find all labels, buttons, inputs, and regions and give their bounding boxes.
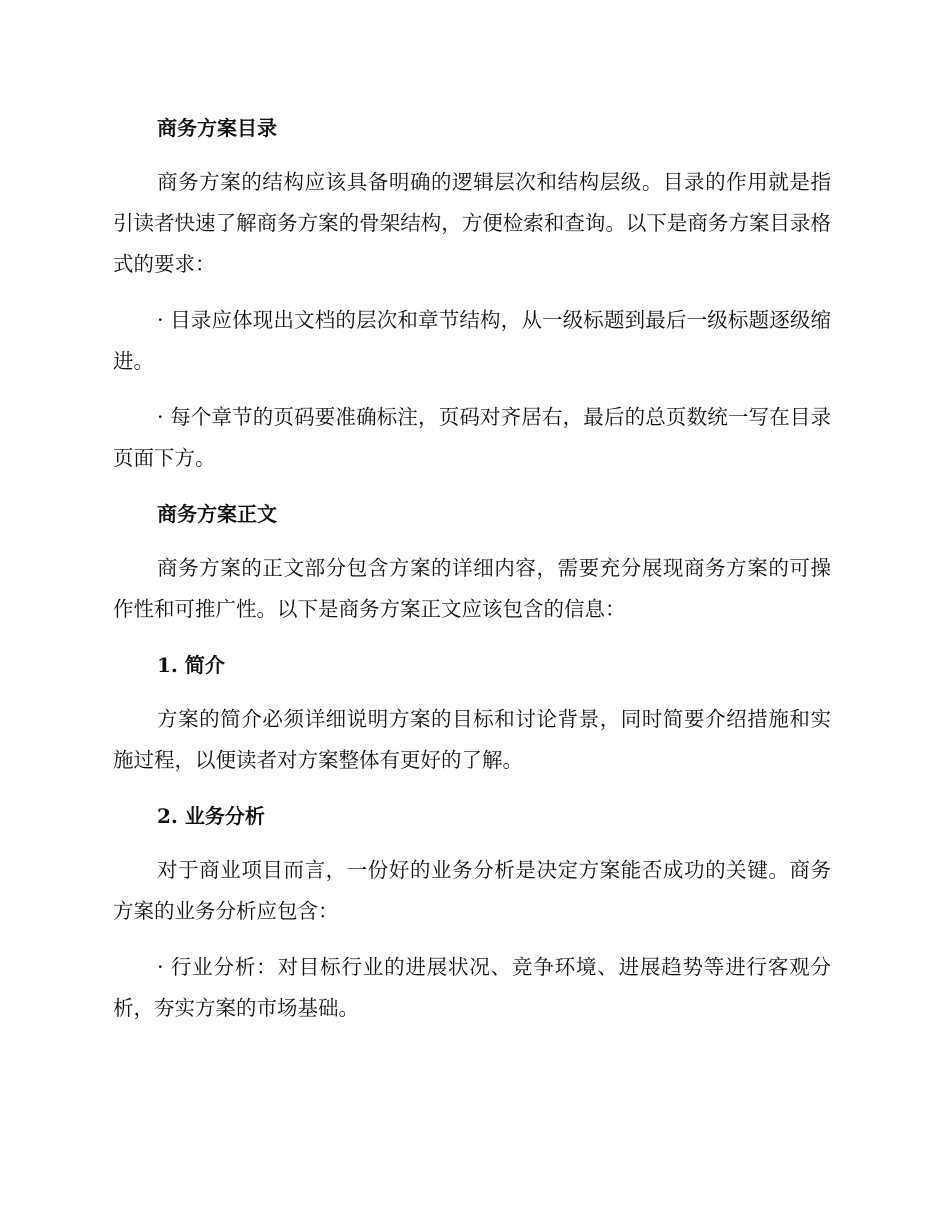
paragraph-business-analysis: 对于商业项目而言，一份好的业务分析是决定方案能否成功的关键。商务方案的业务分析应包含： bbox=[113, 858, 831, 923]
section-heading-toc: 商务方案目录 bbox=[157, 116, 277, 140]
paragraph-body-intro: 商务方案的正文部分包含方案的详细内容，需要充分展现商务方案的可操作性和可推广性。以下是商务方案正文应该包含的信息： bbox=[113, 556, 831, 621]
paragraph-intro: 方案的简介必须详细说明方案的目标和讨论背景，同时简要介绍措施和实施过程，以便读者对方案整体有更好的了解。 bbox=[113, 707, 831, 772]
section-heading-business-analysis: 2. 业务分析 bbox=[157, 804, 265, 828]
section-heading-intro: 1. 简介 bbox=[157, 653, 225, 677]
bullet-toc-hierarchy: · 目录应体现出文档的层次和章节结构，从一级标题到最后一级标题逐级缩进。 bbox=[113, 308, 831, 373]
paragraph-toc-intro: 商务方案的结构应该具备明确的逻辑层次和结构层级。目录的作用就是指引读者快速了解商务方案的骨架结构，方便检索和查询。以下是商务方案目录格式的要求： bbox=[113, 170, 831, 276]
section-heading-body: 商务方案正文 bbox=[157, 502, 277, 526]
document-page bbox=[113, 108, 831, 1029]
bullet-toc-page-numbers: · 每个章节的页码要准确标注，页码对齐居右，最后的总页数统一写在目录页面下方。 bbox=[113, 405, 831, 470]
bullet-industry-analysis: · 行业分析：对目标行业的进展状况、竞争环境、进展趋势等进行客观分析，夯实方案的市场基础。 bbox=[113, 955, 831, 1020]
